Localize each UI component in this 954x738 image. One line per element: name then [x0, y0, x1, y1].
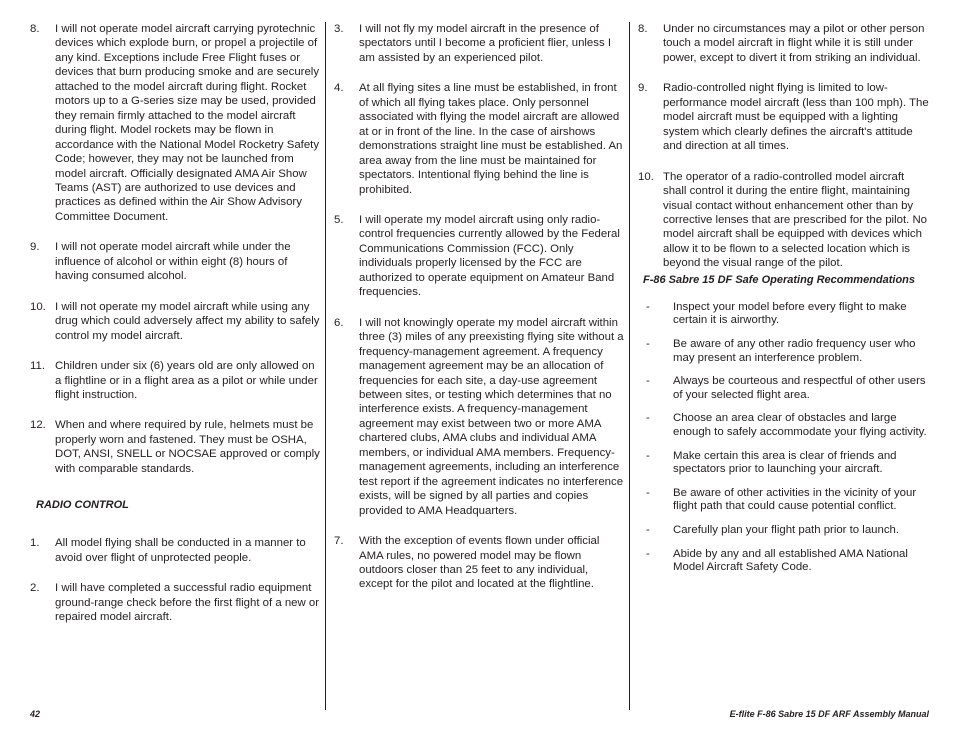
- recommendation-text: Always be courteous and respectful of other users of your selected flight area.: [673, 375, 926, 401]
- bullet-dash: -: [646, 300, 650, 313]
- recommendation-item: [638, 375, 930, 402]
- recommendation-item: [638, 450, 930, 477]
- rule-text: Radio-controlled night flying is limited to low-performance model aircraft (less than 100 mph). The model aircraft must be equipped with a lighting system which clearly defines the aircraft's attitude and direction at all times.: [663, 82, 929, 153]
- left-column: [30, 22, 320, 641]
- bullet-dash: -: [646, 337, 650, 350]
- section-heading-safe-operating: F-86 Sabre 15 DF Safe Operating Recommendations: [643, 273, 916, 286]
- recommendation-text: Inspect your model before every flight to make certain it is airworthy.: [673, 300, 907, 327]
- rule-number: 9.: [638, 82, 648, 95]
- rule-item: [30, 536, 320, 565]
- rule-number: 9.: [30, 241, 40, 254]
- rule-text: Children under six (6) years old are only allowed on a flightline or in a flight area as a pilot or while under flight instruction.: [55, 360, 318, 401]
- rule-number: 7.: [334, 535, 344, 548]
- rule-text: I will not operate model aircraft while under the influence of alcohol or within eight (8) hours of having consumed alcohol.: [55, 241, 291, 283]
- rule-text: At all flying sites a line must be established, in front of which all flying takes place. Only personnel associated with flying the model aircraft are allowed at or in front of the line. In the case of airshows demonstrations straight line must be established. An area away from the line must be maintained for spectators. Intentional flying behind the line is prohibited.: [359, 82, 623, 196]
- recommendation-text: Make certain this area is clear of friends and spectators prior to launching your aircraft.: [673, 449, 897, 476]
- rule-item: [638, 81, 930, 153]
- recommendation-text: Choose an area clear of obstacles and large enough to safely accommodate your flying activity.: [673, 412, 927, 438]
- rule-item: [638, 22, 930, 65]
- recommendation-item: [638, 412, 930, 439]
- recommendation-item: [638, 301, 930, 328]
- rule-item: [30, 418, 320, 476]
- rule-item: [334, 22, 624, 65]
- bullet-dash: -: [646, 486, 650, 499]
- rule-item: [334, 534, 624, 592]
- rule-item: [30, 22, 320, 224]
- rule-item: [30, 581, 320, 624]
- bullet-dash: -: [646, 523, 650, 536]
- rule-text: I will not operate my model aircraft while using any drug which could adversely affect my ability to safely control my model aircraft.: [55, 300, 320, 342]
- rule-number: 6.: [334, 316, 344, 329]
- rule-text: I will have completed a successful radio equipment ground-range check before the first flight of a new or repaired model aircraft.: [55, 582, 320, 624]
- rule-number: 8.: [638, 23, 648, 35]
- recommendation-item: [638, 548, 930, 575]
- rule-number: 1.: [30, 537, 40, 550]
- rule-text: I will not fly my model aircraft in the presence of spectators until I become a proficient flier, unless I am assisted by an experienced pilot.: [359, 23, 611, 64]
- recommendation-item: [638, 487, 930, 514]
- rule-number: 11.: [30, 360, 45, 373]
- rule-number: 8.: [30, 23, 40, 35]
- rule-number: 12.: [30, 419, 46, 432]
- rule-number: 4.: [334, 82, 344, 95]
- rule-text: All model flying shall be conducted in a manner to avoid over flight of unprotected people.: [55, 537, 306, 564]
- rule-item: [334, 81, 624, 197]
- rule-item: [334, 213, 624, 300]
- manual-title: E-flite F-86 Sabre 15 DF ARF Assembly Manual: [729, 709, 929, 719]
- rule-item: [638, 170, 930, 271]
- column-divider-right: [629, 22, 630, 710]
- rule-text: Under no circumstances may a pilot or other person touch a model aircraft in flight while it is still under power, except to divert it from striking an individual.: [663, 23, 925, 64]
- right-column: [638, 22, 930, 585]
- bullet-dash: -: [646, 375, 650, 388]
- rule-text: When and where required by rule, helmets must be properly worn and fastened. They must be OSHA, DOT, ANSI, SNELL or NOCSAE approved or comply with comparable standards.: [55, 419, 320, 475]
- rule-number: 2.: [30, 582, 40, 595]
- recommendation-text: Carefully plan your flight path prior to launch.: [673, 523, 900, 536]
- rule-item: [30, 300, 320, 343]
- recommendation-text: Be aware of other activities in the vicinity of your flight path that could cause potential conflict.: [673, 486, 917, 513]
- rule-number: 3.: [334, 23, 344, 35]
- bullet-dash: -: [646, 412, 650, 425]
- rule-item: [30, 240, 320, 283]
- rule-text: I will not operate model aircraft carrying pyrotechnic devices which explode burn, or propel a projectile of any kind. Exceptions include Free Flight fuses or devices that burn producing smoke and are securely attached to the model aircraft during flight. Rocket motors up to a G-series size may be used, provided they remain firmly attached to the model aircraft during flight. Model rockets may be flown in accordance with the National Model Rocketry Safety Code; however, they may not be launched from model aircraft. Officially designated AMA Air Show Teams (AST) are authorized to use devices and practices as defined within the Air Show Advisory Committee Document.: [55, 23, 320, 223]
- rule-text: I will operate my model aircraft using only radio-control frequencies currently allowed by the Federal Communications Commission (FCC). Only individuals properly licensed by the FCC are authorized to operate equipment on Amateur Band frequencies.: [359, 213, 620, 299]
- rule-item: [30, 359, 320, 402]
- section-heading-radio-control: RADIO CONTROL: [36, 499, 129, 512]
- rule-text: The operator of a radio-controlled model aircraft shall control it during the entire flight, maintaining visual contact without enhancement other than by corrective lenses that are prescribed for the pilot. No model aircraft shall be equipped with devices which allow it to be flown to a selected location which is beyond the visual range of the pilot.: [663, 170, 928, 270]
- recommendation-item: [638, 524, 930, 538]
- rule-number: 10.: [30, 300, 46, 313]
- recommendation-item: [638, 338, 930, 365]
- rule-number: 5.: [334, 213, 344, 226]
- bullet-dash: -: [646, 449, 650, 462]
- page-number: 42: [30, 709, 41, 719]
- recommendation-text: Be aware of any other radio frequency user who may present an interference problem.: [673, 337, 916, 364]
- middle-column: [334, 22, 624, 608]
- recommendation-text: Abide by any and all established AMA National Model Aircraft Safety Code.: [673, 547, 908, 574]
- bullet-dash: -: [646, 547, 650, 560]
- rule-item: [334, 316, 624, 518]
- rule-text: With the exception of events flown under official AMA rules, no powered model may be flown outdoors closer than 25 feet to any individual, except for the pilot and located at the flightline.: [359, 535, 600, 591]
- column-divider-left: [325, 22, 326, 710]
- rule-text: I will not knowingly operate my model aircraft within three (3) miles of any preexisting flying site without a frequency-management agreement. A frequency management agreement may be an allocation of frequencies for each site, a day-use agreement between sites, or testing which determines that no interference exists. A frequency-management agreement may exist between two or more AMA chartered clubs, AMA clubs and individual AMA members, or individual AMA members. Frequency-management agreements, including an interference test report if the agreement indicates no interference exists, will be signed by all parties and copies provided to AMA Headquarters.: [359, 316, 624, 517]
- rule-number: 10.: [638, 170, 654, 183]
